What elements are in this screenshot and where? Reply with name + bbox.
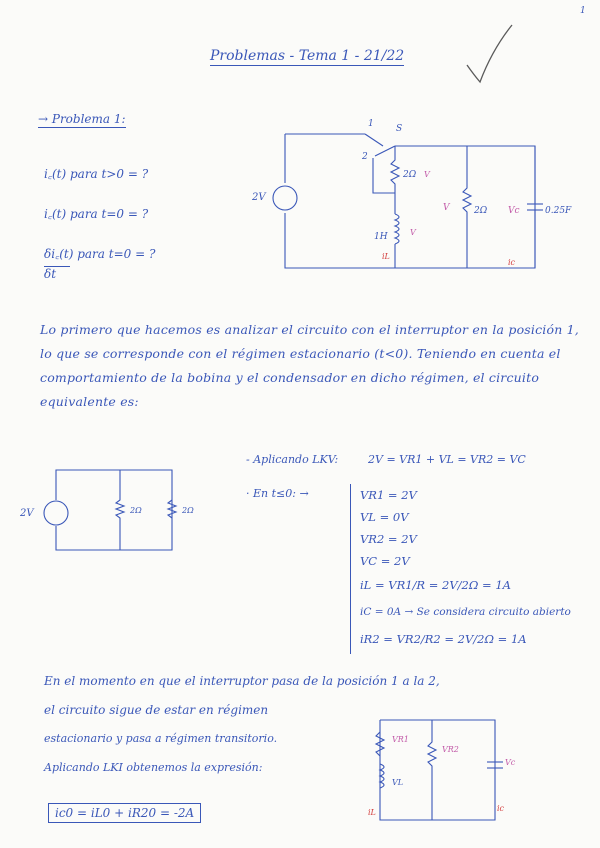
problem-heading: → Problema 1: <box>38 112 126 126</box>
switch-s-label: S <box>396 124 403 134</box>
page-title: Problemas - Tema 1 - 21/22 <box>210 48 405 64</box>
vc-label: Vc <box>508 206 520 216</box>
r1-label: 2Ω <box>403 170 417 180</box>
kvl-equation: 2V = VR1 + VL = VR2 = VC <box>368 453 526 466</box>
r2-label: 2Ω <box>474 206 488 216</box>
circuit-2-diagram <box>48 462 198 552</box>
circuit-3-vr2-label: VR2 <box>442 745 459 754</box>
analysis-line-4: VC = 2V <box>360 554 410 568</box>
il-label: iL <box>382 252 390 261</box>
circuit-3-vc-label: Vc <box>505 758 516 767</box>
circuit-2-r1-label: 2Ω <box>130 506 142 515</box>
question-1: i꜀(t) para t>0 = ? <box>44 167 149 181</box>
question-3-denominator: δt <box>44 266 70 281</box>
circuit-1-diagram <box>255 128 545 278</box>
switch-pos2-label: 2 <box>362 152 368 162</box>
analysis-line-7: iR2 = VR2/R2 = 2V/2Ω = 1A <box>360 632 527 646</box>
circuit-3-il-label: iL <box>368 808 376 817</box>
t-condition-label: · En t≤0: → <box>246 487 309 500</box>
vr2-label: V <box>443 203 450 213</box>
inductor-label: 1H <box>374 232 388 242</box>
circuit-2-r2-label: 2Ω <box>182 506 194 515</box>
analysis-line-1: VR1 = 2V <box>360 488 417 502</box>
ic-label: ic <box>508 258 516 267</box>
paragraph-2-line-2: el circuito sigue de estar en régimen <box>44 703 269 717</box>
question-2: i꜀(t) para t=0 = ? <box>44 207 149 221</box>
analysis-line-3: VR2 = 2V <box>360 532 417 546</box>
circuit-2-source-label: 2V <box>20 508 34 519</box>
circuit-3-vl-label: VL <box>392 778 404 787</box>
result-box: ic0 = iL0 + iR20 = -2A <box>48 803 201 823</box>
circuit-3-ic-label: ic <box>497 804 505 813</box>
analysis-line-2: VL = 0V <box>360 510 409 524</box>
vl-label: V <box>410 228 416 237</box>
capacitor-label: 0.25F <box>545 206 572 216</box>
analysis-line-5: iL = VR1/R = 2V/2Ω = 1A <box>360 578 511 592</box>
paragraph-1: Lo primero que hacemos es analizar el circuito con el interruptor en la posición 1, lo que se corresponde con el régimen estacionario (t<0). Teniendo en cuenta el comportamiento de la bobina y el condensador en dicho régimen, el circuito equivalente es: <box>40 322 579 409</box>
paragraph-2-line-4: Aplicando LKI obtenemos la expresión: <box>44 761 263 774</box>
analysis-line-6: iC = 0A → Se considera circuito abierto <box>360 606 571 618</box>
checkmark-icon <box>462 20 522 90</box>
kvl-label: - Aplicando LKV: <box>246 453 339 466</box>
vr1-label: V <box>424 170 430 179</box>
page-number: 1 <box>580 6 586 16</box>
paragraph-2-line-3: estacionario y pasa a régimen transitorio. <box>44 732 278 745</box>
circuit-3-vr1-label: VR1 <box>392 735 409 744</box>
paragraph-2-line-1: En el momento en que el interruptor pasa de la posición 1 a la 2, <box>44 674 440 688</box>
analysis-bracket <box>350 484 351 654</box>
switch-pos1-label: 1 <box>368 119 374 129</box>
source-label: 2V <box>252 192 266 203</box>
question-3: δi꜀(t) para t=0 = ? <box>44 247 156 261</box>
